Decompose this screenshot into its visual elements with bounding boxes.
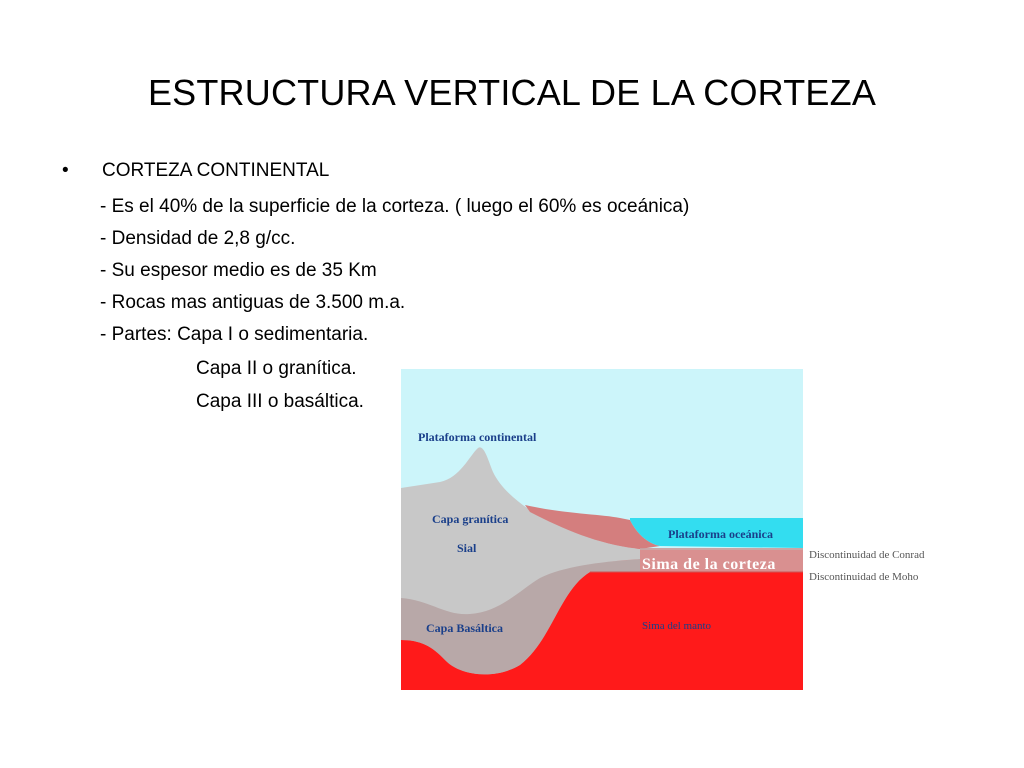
label-sima-manto: Sima del manto xyxy=(642,620,712,632)
text-line-density: - Densidad de 2,8 g/cc. xyxy=(100,228,296,249)
bullet-dot-icon: • xyxy=(62,160,69,181)
label-capa-basaltica: Capa Basáltica xyxy=(426,621,504,635)
text-line-parts: - Partes: Capa I o sedimentaria. xyxy=(100,324,369,345)
label-sial: Sial xyxy=(457,541,477,555)
text-line-layer2: Capa II o granítica. xyxy=(196,358,357,379)
label-plataforma-continental: Plataforma continental xyxy=(418,430,537,444)
text-line-age: - Rocas mas antiguas de 3.500 m.a. xyxy=(100,292,406,313)
label-discontinuidad-conrad: Discontinuidad de Conrad xyxy=(809,549,925,561)
text-line-layer3: Capa III o basáltica. xyxy=(196,391,364,412)
text-line-area: - Es el 40% de la superficie de la corteza. ( luego el 60% es oceánica) xyxy=(100,196,690,217)
slide-title: ESTRUCTURA VERTICAL DE LA CORTEZA xyxy=(147,72,877,113)
label-discontinuidad-moho: Discontinuidad de Moho xyxy=(809,571,919,583)
text-line-thickness: - Su espesor medio es de 35 Km xyxy=(100,260,377,281)
label-sima-corteza: Sima de la corteza xyxy=(642,556,776,573)
label-capa-granitica: Capa granítica xyxy=(432,512,509,526)
bullet-heading: CORTEZA CONTINENTAL xyxy=(102,160,330,181)
label-plataforma-oceanica: Plataforma oceánica xyxy=(668,527,773,541)
